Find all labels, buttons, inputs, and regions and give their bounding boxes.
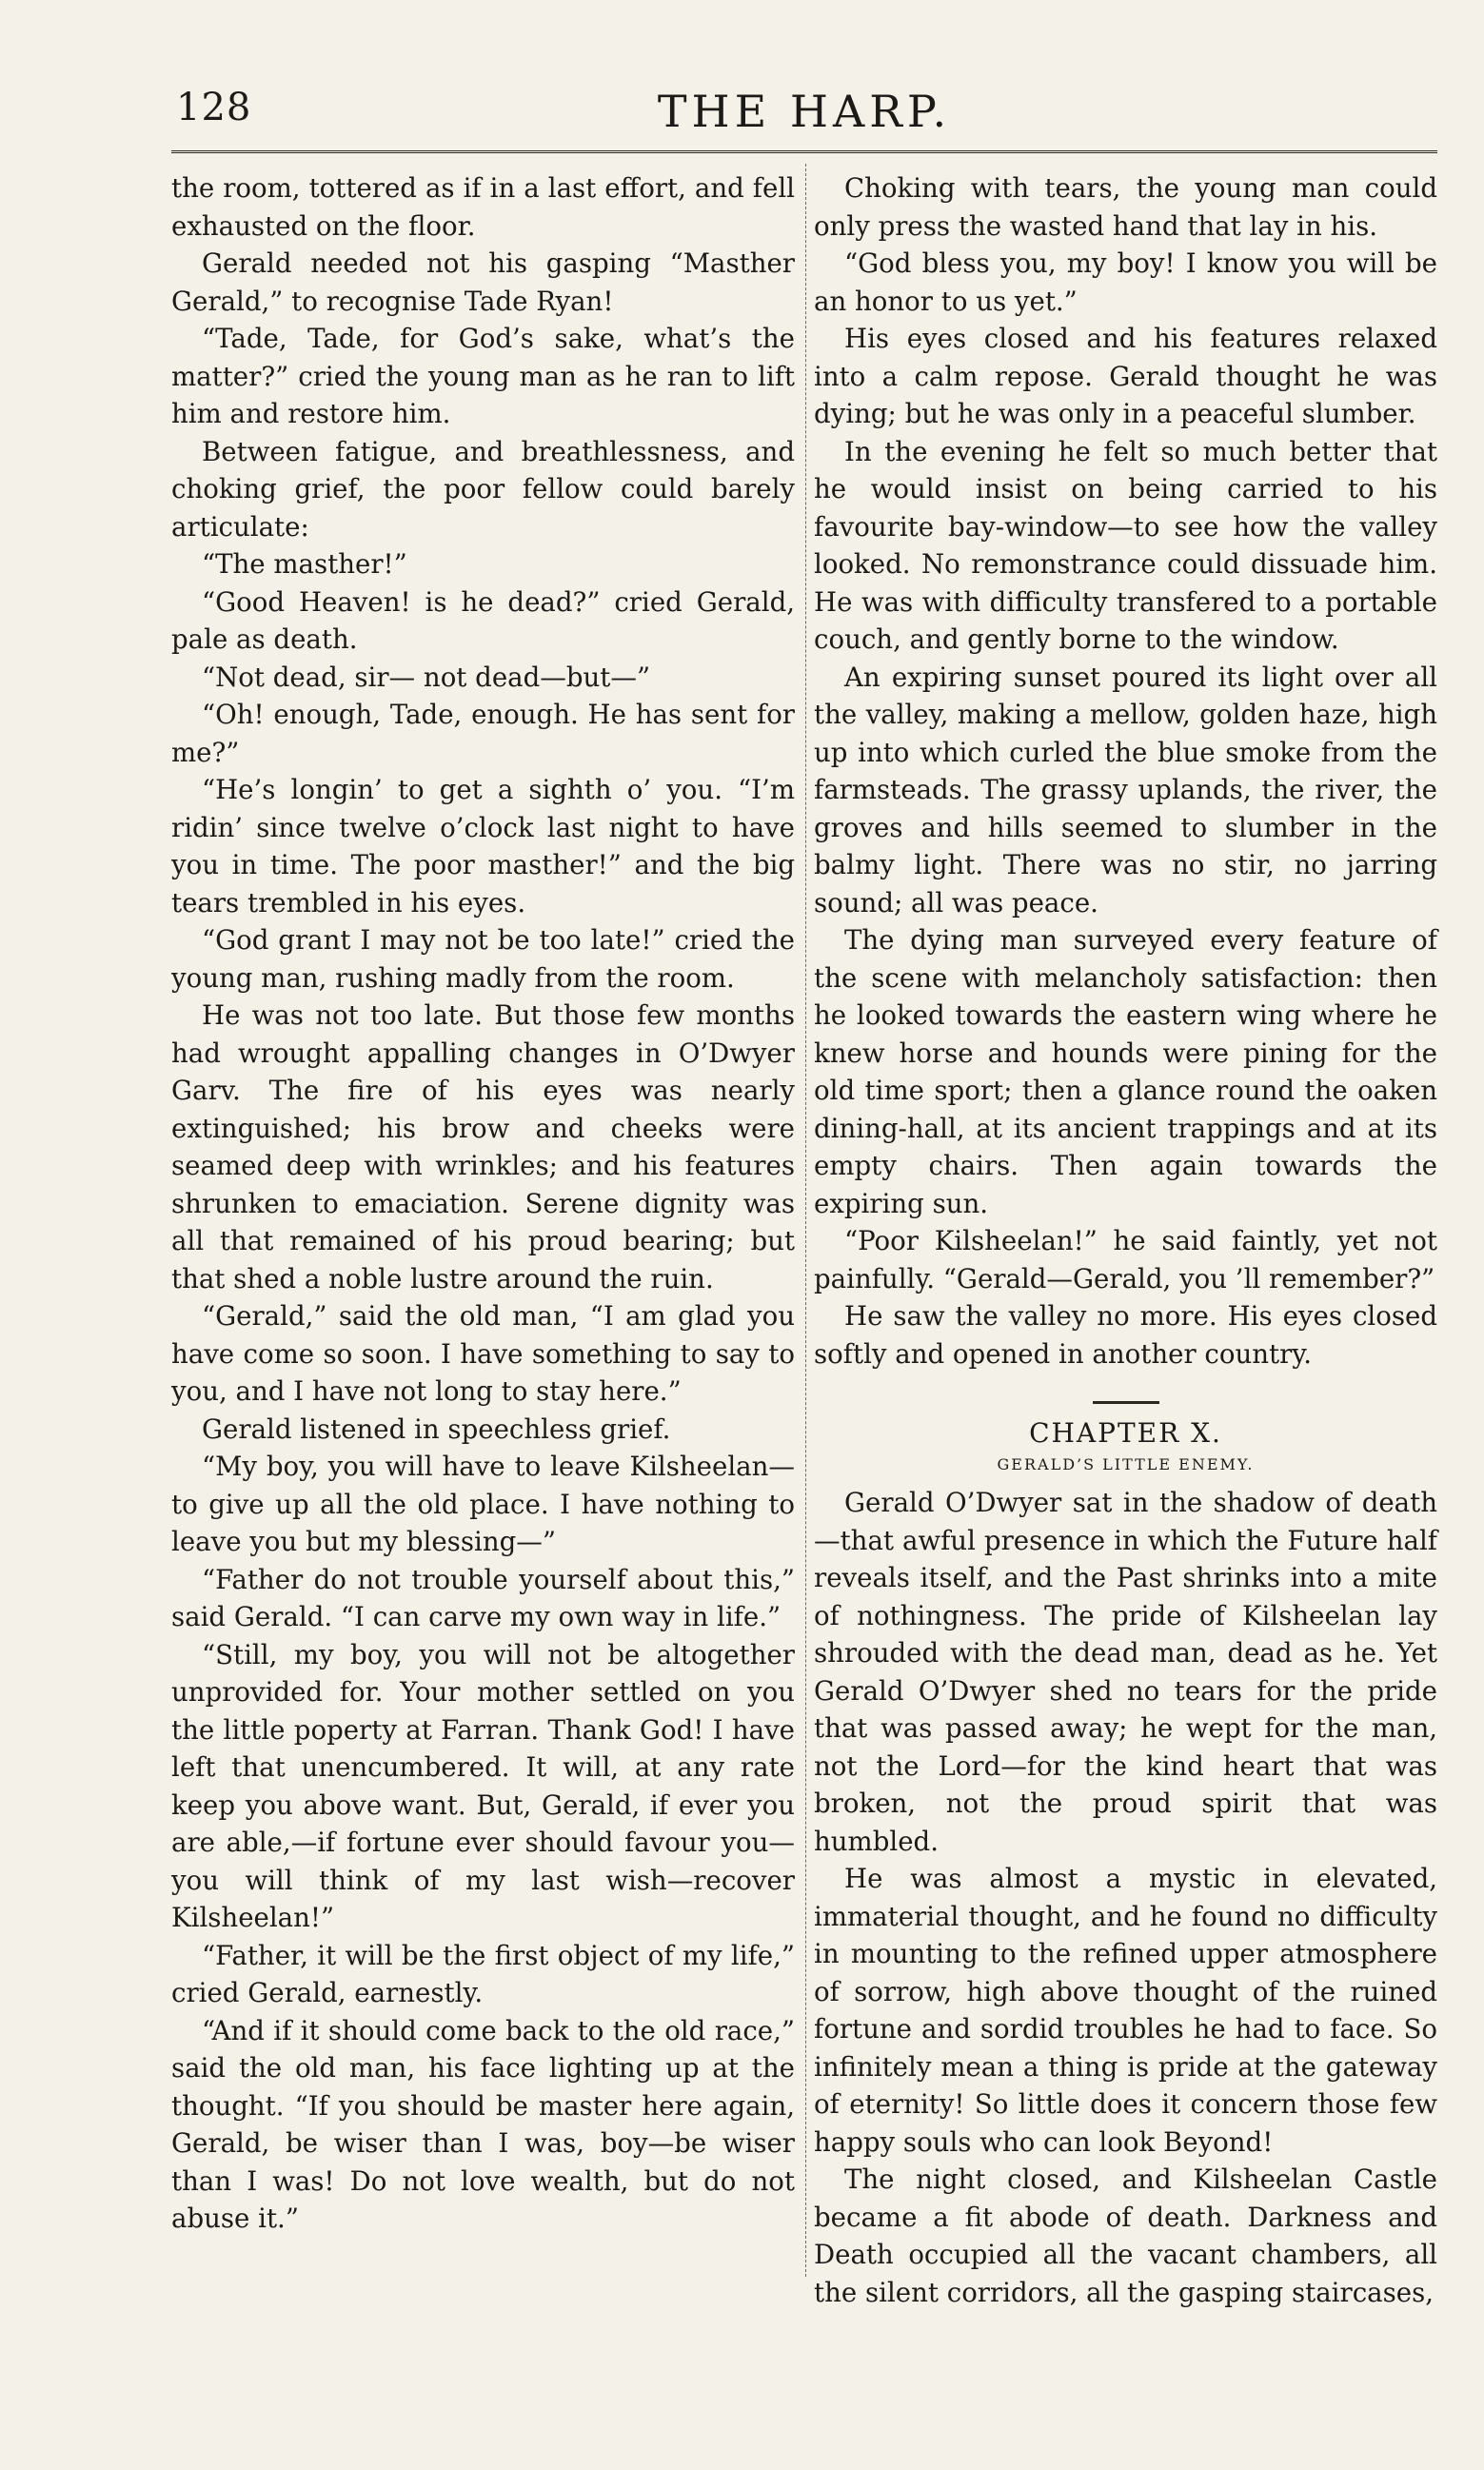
right-column (814, 169, 1437, 2311)
paragraph: “Gerald,” said the old man, “I am glad you have come so soon. I have something to say to you, and I have not long to stay here.” (171, 1300, 795, 1407)
header-rule (171, 150, 1437, 153)
paragraph: “Father do not trouble yourself about this,” said Gerald. “I can carve my own way in life.” (171, 1563, 795, 1632)
paragraph: the room, tottered as if in a last effort, and fell exhausted on the floor. (171, 172, 795, 242)
paragraph: “Poor Kilsheelan!” he said faintly, yet not painfully. “Gerald—Gerald, you ’ll remember?” (814, 1225, 1437, 1294)
journal-title: THE HARP. (657, 86, 952, 137)
paragraph: The night closed, and Kilsheelan Castle became a fit abode of death. Darkness and Death occupied all the vacant chambers, all the silent corridors, all the gasping staircases, (814, 2164, 1437, 2308)
paragraph: Choking with tears, the young man could only press the wasted hand that lay in his. (814, 172, 1437, 242)
chapter-title: CHAPTER X. (1029, 1417, 1222, 1449)
paragraph: “Not dead, sir— not dead—but—” (202, 661, 651, 693)
paragraph: “Still, my boy, you will not be altogether unprovided for. Your mother settled on you the little poperty at Farran. Thank God! I have left that unencumbered. It will, at any rate keep you above want. But, Gerald, if ever you are able,—if fortune ever should favour you—you will think of my last wish—recover Kilsheelan!” (171, 1638, 795, 1933)
paragraph: “God grant I may not be too late!” cried the young man, rushing madly from the room. (171, 924, 795, 994)
paragraph: He saw the valley no more. His eyes closed softly and opened in another country. (814, 1300, 1437, 1370)
left-column (171, 169, 795, 2238)
paragraph: “And if it should come back to the old race,” said the old man, his face lighting up at the thought. “If you should be master here again, Gerald, be wiser than I was, boy—be wiser than I was! Do not love wealth, but do not abuse it.” (171, 2014, 795, 2234)
paragraph: “Tade, Tade, for God’s sake, what’s the matter?” cried the young man as he ran to lift him and restore him. (171, 323, 795, 429)
chapter-subtitle: GERALD’S LITTLE ENEMY. (997, 1455, 1255, 1473)
section-separator (1093, 1401, 1159, 1404)
paragraph: His eyes closed and his features relaxed into a calm repose. Gerald thought he was dying; but he was only in a peaceful slumber. (814, 323, 1437, 429)
column-divider (805, 164, 806, 2277)
page-number: 128 (176, 86, 252, 129)
page-header (176, 86, 1433, 143)
paragraph: He was almost a mystic in elevated, immaterial thought, and he found no difficulty in mounting to the refined upper atmosphere of sorrow, high above thought of the ruined fortune and sordid troubles he had to face. So infinitely mean a thing is pride at the gateway of eternity! So little does it concern those few happy souls who can look Beyond! (814, 1863, 1437, 2158)
paragraph: Between fatigue, and breathlessness, and choking grief, the poor fellow could barely articulate: (171, 435, 795, 543)
paragraph: “My boy, you will have to leave Kilsheelan—to give up all the old place. I have nothing to leave you but my blessing—” (171, 1451, 795, 1557)
paragraph: An expiring sunset poured its light over all the valley, making a mellow, golden haze, high up into which curled the blue smoke from the farmsteads. The grassy uplands, the river, the groves and hills seemed to slumber in the balmy light. There was no stir, no jarring sound; all was peace. (814, 661, 1437, 919)
paragraph: “God bless you, my boy! I know you will be an honor to us yet.” (814, 247, 1437, 317)
paragraph: “Father, it will be the first object of my life,” cried Gerald, earnestly. (171, 1939, 795, 2008)
paragraph: Gerald listened in speechless grief. (202, 1413, 671, 1445)
paragraph: Gerald O’Dwyer sat in the shadow of death—that awful presence in which the Future half reveals itself, and the Past shrinks into a mite of nothingness. The pride of Kilsheelan lay shrouded with the dead man, dead as he. Yet Gerald O’Dwyer shed no tears for the pride that was passed away; he wept for the man, not the Lord—for the kind heart that was broken, not the proud spirit that was humbled. (814, 1487, 1437, 1857)
paragraph: “Oh! enough, Tade, enough. He has sent for me?” (171, 699, 795, 768)
paragraph: Gerald needed not his gasping “Masther Gerald,” to recognise Tade Ryan! (171, 247, 795, 317)
paragraph: In the evening he felt so much better that he would insist on being carried to his favourite bay-window—to see how the valley looked. No remonstrance could dissuade him. He was with difficulty transfered to a portable couch, and gently borne to the window. (814, 435, 1437, 655)
paragraph: “The masther!” (202, 548, 407, 580)
paragraph: “Good Heaven! is he dead?” cried Gerald, pale as death. (171, 585, 795, 655)
paragraph: He was not too late. But those few months had wrought appalling changes in O’Dwyer Garv. The fire of his eyes was nearly extinguished; his brow and cheeks were seamed deep with wrinkles; and his features shrunken to emaciation. Serene dignity was all that remained of his proud bearing; but that shed a noble lustre around the ruin. (171, 999, 795, 1294)
paragraph: “He’s longin’ to get a sighth o’ you. “I’m ridin’ since twelve o’clock last night to have you in time. The poor masther!” and the big tears trembled in his eyes. (171, 774, 795, 919)
paragraph: The dying man surveyed every feature of the scene with melancholy satisfaction: then he looked towards the eastern wing where he knew horse and hounds were pining for the old time sport; then a glance round the oaken dining-hall, at its ancient trappings and at its empty chairs. Then again towards the expiring sun. (814, 924, 1437, 1219)
